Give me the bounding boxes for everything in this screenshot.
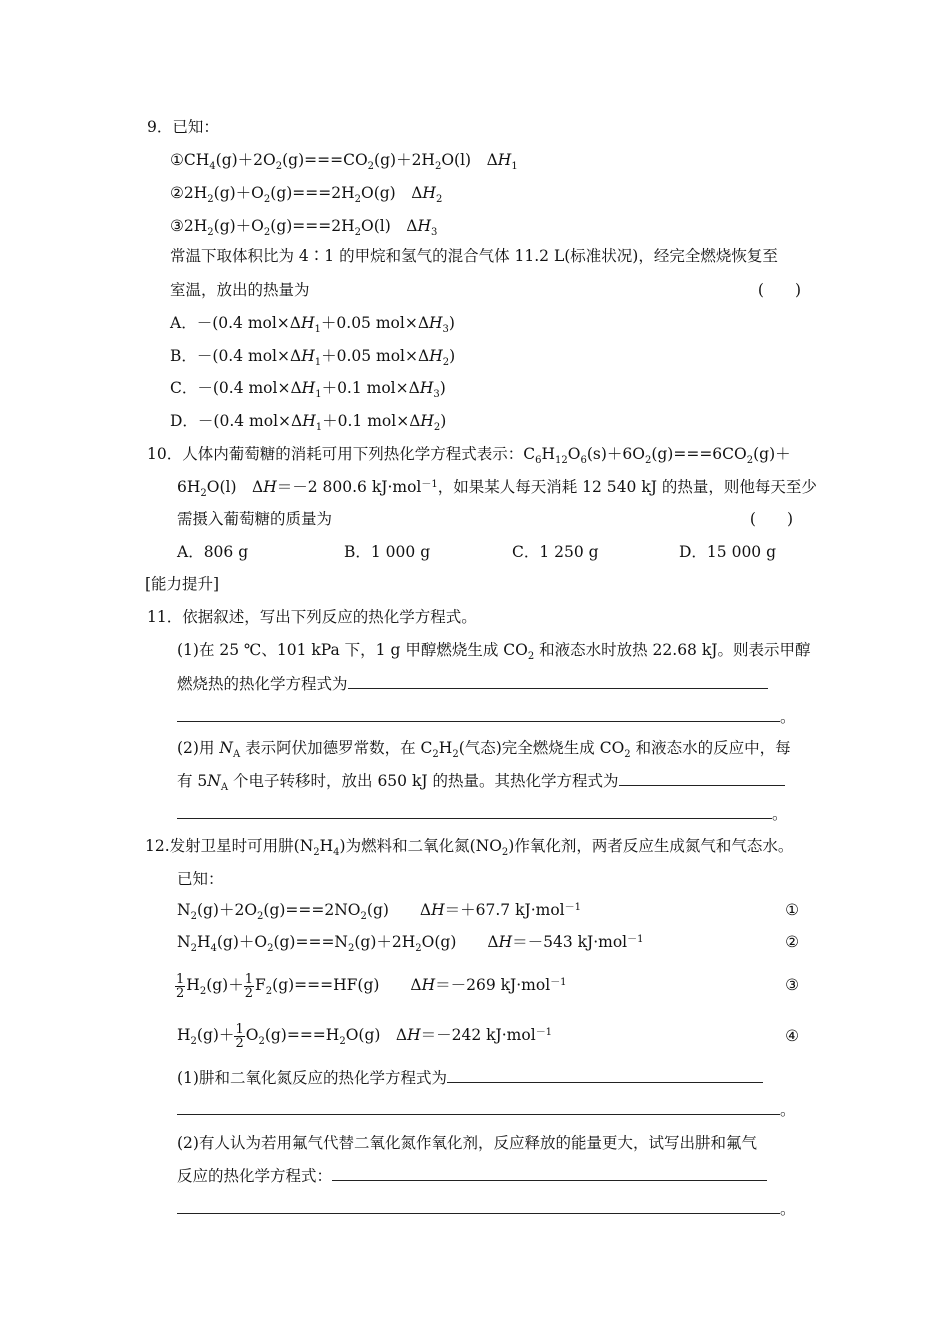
- q11-part2-line1: (2)用 $N_A$ 表示阿伏加德罗常数，在 $C_2H_2$(气态)完全燃烧生成 $CO_2$ 和液态水的反应中，每: [177, 739, 791, 760]
- q12-known: 已知：: [177, 870, 224, 888]
- answer-blank[interactable]: [177, 707, 780, 722]
- q12-eq1: $N_2(g)+2O_2(g)===2NO_2(g)$ ΔH＝＋67.7 kJ·mol$^{-1}$: [177, 901, 581, 922]
- answer-blank[interactable]: [332, 1166, 767, 1181]
- q9-head: 9．已知：: [147, 118, 219, 136]
- answer-blank[interactable]: [619, 771, 785, 786]
- q12-part2-line3: 。: [177, 1199, 796, 1219]
- q9-option-c: C．－(0.4 $mol\times\Delta H_1+0.1$ $mol\times\Delta H_3$): [170, 379, 446, 400]
- q10-option-c: C．1 250 g: [512, 543, 599, 561]
- fraction-one-half: $\frac{1}{2}$: [235, 1021, 244, 1051]
- q9-option-b: B．－(0.4 $mol\times\Delta H_1+0.05$ $mol\times\Delta H_2$): [170, 347, 456, 368]
- q10-line2: $6H_2O(l)$ ΔH＝－2 800.6 kJ·mol$^{-1}$，如果某人每天消耗 12 540 kJ 的热量，则他每天至少: [177, 478, 817, 499]
- answer-blank[interactable]: [177, 804, 772, 819]
- answer-blank[interactable]: [348, 674, 768, 689]
- q11-part1-line3: 。: [177, 707, 796, 727]
- answer-blank[interactable]: [177, 1100, 780, 1115]
- q12-eq3-mark: ③: [785, 976, 799, 994]
- q12-eq1-mark: ①: [785, 901, 799, 919]
- q12-eq4-mark: ④: [785, 1027, 799, 1045]
- q12-part1-line1: (1)肼和二氧化氮反应的热化学方程式为: [177, 1068, 763, 1088]
- q10-option-a: A．806 g: [177, 543, 249, 561]
- q12-eq2: $N_2H_4(g)+O_2(g)===N_2(g)+2H_2O(g)$ ΔH＝－543 kJ·mol$^{-1}$: [177, 933, 644, 954]
- q9-answer-bracket: ( ): [757, 281, 801, 299]
- section-heading: [能力提升]: [145, 575, 220, 593]
- q9-eq3: $③2H_2(g)+O_2(g)===2H_2O(l)$ $\Delta H_3$: [170, 217, 438, 238]
- q10-answer-bracket: ( ): [749, 510, 793, 528]
- q12-line1: 12.发射卫星时可用肼$(N_2H_4)$为燃料和二氧化氮$(NO_2)$作氧化剂，两者反应生成氮气和气态水。: [145, 837, 794, 858]
- q12-eq4: $H_2(g)+$ $\frac{1}{2}$ $O_2(g)===H_2O(g)$ ΔH＝－242 kJ·mol$^{-1}$: [177, 1021, 553, 1051]
- answer-blank[interactable]: [177, 1199, 780, 1214]
- q11-part1-line2: 燃烧热的热化学方程式为: [177, 674, 768, 694]
- q12-part2-line2: 反应的热化学方程式：: [177, 1166, 767, 1186]
- q12-eq3: $\frac{1}{2}$ $H_2(g)+$ $\frac{1}{2}$ $F_2(g)===HF(g)$ ΔH＝－269 kJ·mol$^{-1}$: [176, 971, 567, 1001]
- q10-line3: 需摄入葡萄糖的质量为: [177, 510, 333, 528]
- q9-stem-line1: 常温下取体积比为 4∶1 的甲烷和氢气的混合气体 11.2 L(标准状况)，经完全燃烧恢复至: [170, 247, 778, 265]
- q9-eq2: $②2H_2(g)+O_2(g)===2H_2O(g)$ $\Delta H_2$: [170, 184, 443, 205]
- q10-line1: 10．人体内葡萄糖的消耗可用下列热化学方程式表示：$C_6H_{12}O_6(s)+6O_2(g)===6CO_2(g)+$: [147, 445, 791, 466]
- fraction-one-half: $\frac{1}{2}$: [244, 971, 253, 1001]
- fraction-one-half: $\frac{1}{2}$: [176, 971, 185, 1001]
- q12-eq2-mark: ②: [785, 933, 799, 951]
- q10-option-b: B．1 000 g: [344, 543, 431, 561]
- q12-part1-line2: 。: [177, 1100, 796, 1120]
- q11-part2-line2: 有 $5N_A$ 个电子转移时，放出 650 kJ 的热量。其热化学方程式为: [177, 771, 785, 791]
- q9-eq1: $①CH_4(g)+2O_2(g)===CO_2(g)+2H_2O(l)$ $\Delta H_1$: [170, 151, 518, 172]
- q9-option-d: D．－(0.4 $mol\times\Delta H_1+0.1$ $mol\times\Delta H_2$): [170, 412, 447, 433]
- q11-part1-line1: (1)在 25 ℃、101 kPa 下，1 g 甲醇燃烧生成 $CO_2$ 和液态水时放热 22.68 kJ。则表示甲醇: [177, 641, 811, 662]
- q11-head: 11．依据叙述，写出下列反应的热化学方程式。: [147, 608, 477, 626]
- q12-part2-line1: (2)有人认为若用氟气代替二氧化氮作氧化剂，反应释放的能量更大，试写出肼和氟气: [177, 1134, 757, 1152]
- q10-option-d: D．15 000 g: [679, 543, 777, 561]
- q11-part2-line3: 。: [177, 804, 788, 824]
- q9-option-a: A．－(0.4 $mol\times\Delta H_1+0.05$ $mol\times\Delta H_3$): [170, 314, 455, 335]
- q9-stem-line2: 室温，放出的热量为: [170, 281, 310, 299]
- answer-blank[interactable]: [447, 1068, 763, 1083]
